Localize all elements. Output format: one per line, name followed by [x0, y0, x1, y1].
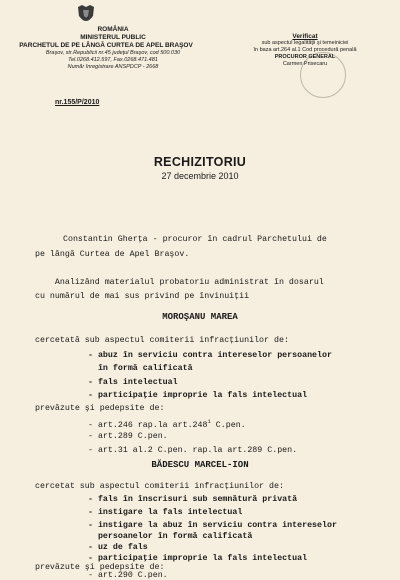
document-date: 27 decembrie 2010: [161, 171, 239, 181]
verification-block: [250, 33, 360, 68]
charge-participation-2: - participaţie improprie la fals intelectual: [88, 554, 308, 563]
verification-name: Carmen Prisecaru: [282, 61, 328, 67]
document-title: RECHIZITORIU: [153, 155, 247, 169]
office-name: PARCHETUL DE PE LÂNGĂ CURTEA DE APEL BRAŞOV: [19, 42, 193, 49]
ministry-name: MINISTERUL PUBLIC: [80, 34, 146, 41]
registration-number: Număr înregistrare ANSPDCP - 2668: [67, 64, 159, 70]
office-address: Braşov, str.Republicii nr.45 judeţul Braşov, cod 500.030: [45, 50, 181, 56]
defendant-1-charges-intro: cercetată sub aspectul comiterii infracţiunilor de:: [35, 336, 289, 345]
charge-forgery: - fals intelectual: [88, 378, 178, 387]
article-290: - art.290 C.pen.: [88, 571, 168, 580]
verification-line1: sub aspectul legalităţii şi temeiniciei: [261, 40, 349, 46]
office-phone: Tel.0268.412.597, Fax.0268.471.481: [68, 57, 158, 63]
intro-line-2: pe lângă Curtea de Apel Braşov.: [35, 250, 190, 259]
defendant-1-articles-intro: prevăzute şi pedepsite de:: [35, 404, 165, 413]
article-1-text: - art.246 rap.la art.248: [88, 420, 208, 430]
defendant-2-articles-intro: prevăzute şi pedepsite de:: [35, 563, 165, 572]
verification-role: PROCUROR GENERAL: [274, 54, 336, 60]
country-name: ROMÂNIA: [97, 26, 129, 33]
charge-instigation-abuse-cont: persoanelor în formă calificată: [88, 532, 253, 541]
article-1-end: C.pen.: [210, 420, 246, 430]
article-1: [88, 418, 246, 430]
verification-line2: în baza art.264 al.1 Cod procedură penală: [253, 47, 357, 53]
article-2: - art.289 C.pen.: [88, 432, 168, 441]
charge-participation: - participaţie improprie la fals intelectual: [88, 391, 308, 400]
intro-line-3: Analizând materialul probatoriu administrat în dosarul: [35, 278, 324, 287]
article-1-superscript: 1: [207, 418, 211, 425]
charge-use-of-forgery: - uz de fals: [88, 543, 148, 552]
charge-private-forgery: - fals în înscrisuri sub semnătură privată: [88, 495, 298, 504]
charge-instigation-abuse: - instigare la abuz în serviciu contra intereselor: [88, 521, 337, 530]
file-number: nr.155/P/2010: [55, 99, 100, 106]
institution-header: [19, 6, 193, 71]
article-3: - art.31 al.2 C.pen. rap.la art.289 C.pen.: [88, 446, 298, 455]
intro-line-1: Constantin Gherţa - procuror în cadrul Parchetului de: [63, 235, 327, 244]
charge-abuse-cont: în formă calificată: [88, 364, 193, 373]
charge-abuse: - abuz în serviciu contra intereselor persoanelor: [88, 351, 332, 360]
charge-instigation-forgery: - instigare la fals intelectual: [88, 508, 243, 517]
defendant-2-charges-intro: cercetat sub aspectul comiterii infracţiunilor de:: [35, 482, 284, 491]
intro-line-4: cu numărul de mai sus privind pe învinuiţii: [35, 292, 250, 301]
verification-title: Verificat: [292, 33, 318, 40]
defendant-1-name: MOROŞANU MAREA: [162, 312, 238, 322]
defendant-2-name: BĂDESCU MARCEL-ION: [151, 460, 249, 470]
